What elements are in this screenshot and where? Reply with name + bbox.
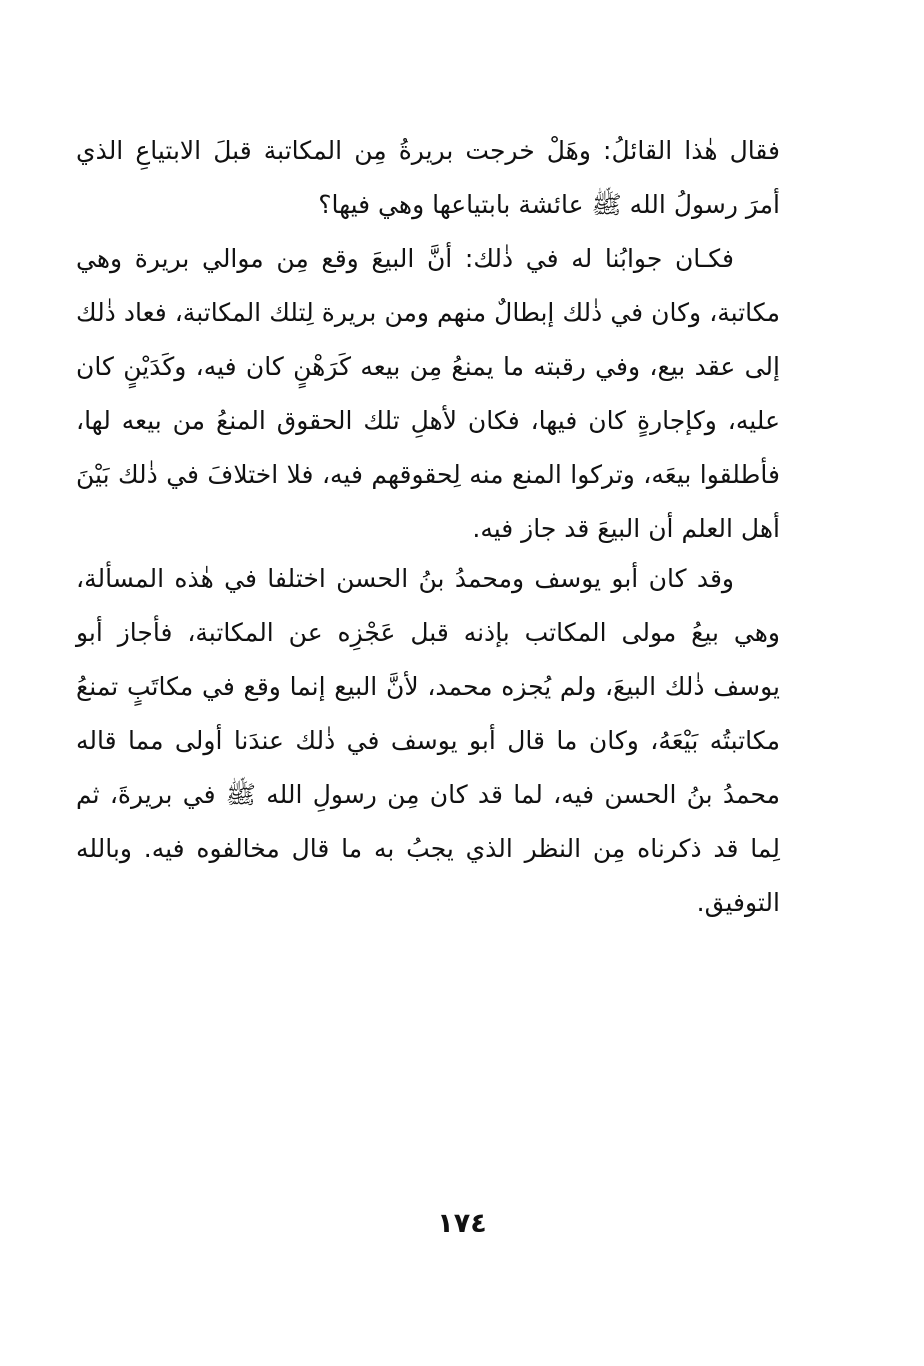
page-number: ١٧٤ [437, 1208, 487, 1239]
paragraph-question: فقال هٰذا القائلُ: وهَلْ خرجت بريرةُ مِن المكاتبة قبلَ الابتياعِ الذي أمرَ رسولُ الله ﷺ عائشة بابتياعها وهي فيها؟ [76, 136, 780, 219]
paragraph-opinions: وقد كان أبو يوسف ومحمدُ بنُ الحسن اختلفا في هٰذه المسألة، وهي بيعُ مولى المكاتب بإذنه قبل عَجْزِه عن المكاتبة، فأجاز أبو يوسف ذٰلك البيعَ، ولم يُجزه محمد، لأنَّ البيع إنما وقع في مكاتَبٍ تمنعُ مكاتبتُه بَيْعَهُ، وكان ما قال أبو يوسف في ذٰلك عندَنا أولى مما قاله محمدُ بنُ الحسن فيه، لما قد كان مِن رسولِ الله ﷺ في بريرةَ، ثم لِما قد ذكرناه مِن النظر الذي يجبُ به ما قال مخالفوه فيه. وبالله التوفيق. [76, 564, 780, 917]
paragraph-answer: فكـان جوابُنا له في ذٰلك: أنَّ البيعَ وقع مِن موالي بريرة وهي مكاتبة، وكان في ذٰلك إبطالٌ منهم ومن بريرة لِتلك المكاتبة، فعاد ذٰلك إلى عقد بيع، وفي رقبته ما يمنعُ مِن بيعه كَرَهْنٍ كان فيه، وكَدَيْنٍ كان عليه، وكإجارةٍ كان فيها، فكان لأهلِ تلك الحقوق المنعُ من بيعه لها، فأطلقوا بيعَه، وتركوا المنع منه لِحقوقهم فيه، فلا اختلافَ في ذٰلك بَيْنَ أهل العلم أن البيعَ قد جاز فيه. [76, 244, 780, 543]
